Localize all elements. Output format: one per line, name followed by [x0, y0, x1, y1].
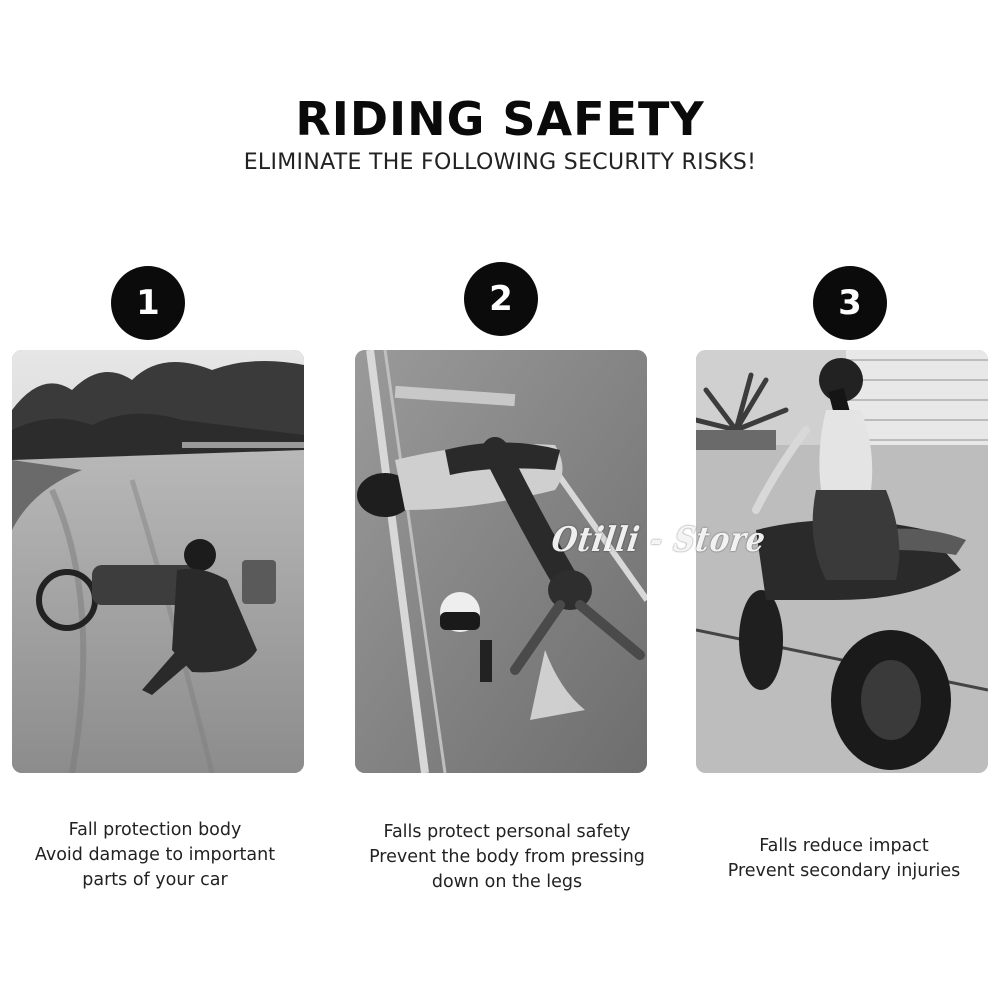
caption-line: Falls reduce impact	[759, 836, 929, 856]
step-caption	[357, 820, 657, 895]
step-number-badge: 2	[464, 262, 538, 336]
caption-line: Avoid damage to important	[34, 845, 276, 865]
step-2-photo	[355, 350, 647, 773]
step-number-badge: 1	[111, 266, 185, 340]
page-title: RIDING SAFETY	[295, 92, 705, 146]
caption-line: down on the legs	[431, 872, 583, 892]
caption-line: Falls protect personal safety	[383, 822, 631, 842]
page-subtitle: ELIMINATE THE FOLLOWING SECURITY RISKS!	[243, 150, 757, 175]
caption-line: parts of your car	[82, 870, 228, 890]
step-1-photo	[12, 350, 304, 773]
caption-line: Prevent the body from pressing	[369, 847, 645, 867]
store-watermark: Otilli - Store	[549, 520, 769, 560]
step-caption	[694, 834, 994, 884]
caption-line: Prevent secondary injuries	[727, 861, 961, 881]
caption-line: Fall protection body	[68, 820, 242, 840]
step-number-badge: 3	[813, 266, 887, 340]
step-caption	[5, 818, 305, 893]
step-3-photo	[696, 350, 988, 773]
